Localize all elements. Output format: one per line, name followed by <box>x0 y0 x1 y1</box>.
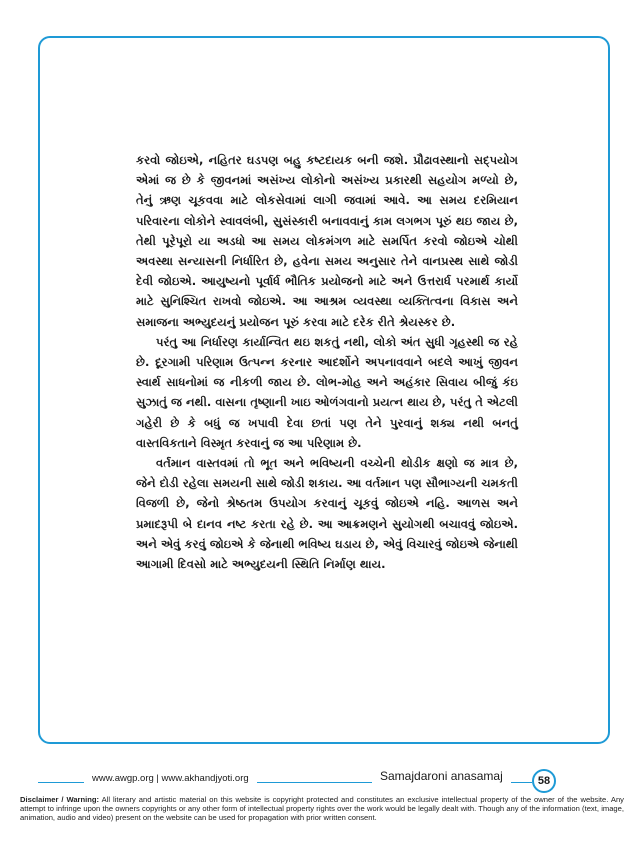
paragraph-2: પરંતુ આ નિર્ધારણ કાર્યાન્વિત થઇ શકતું નથી, લોકો અંત સુધી ગૃહસ્થી જ રહે છે. દૂરગામી પરિણામ ઉત્પન્ન કરનાર આદર્શોને અપનાવવાને બદલે આખું જીવન સ્વાર્થ સાધનોમાં જ નીકળી જાય છે. લોભ-મોહ અને અહંકાર સિવાય બીજું કંઇ સુઝાતું જ નથી. વાસના તૃષ્ણાની ખાઇ ઓળંગવાનો પ્રયત્ન થાય છે, પરંતુ તે એટલી ગહેરી છે કે બધું જ ખપાવી દેવા છતાં પણ તેને પુરવાનું શક્ય નથી બનતું વાસ્તવિકતાને વિસ્મૃત કરવાનું જ આ પરિણામ છે. <box>136 334 518 450</box>
footer-site-links[interactable]: www.awgp.org | www.akhandjyoti.org <box>84 773 257 784</box>
disclaimer-label: Disclaimer / Warning: <box>20 795 100 804</box>
page-number-badge <box>532 769 556 793</box>
paragraph-3: વર્તમાન વાસ્તવમાં તો ભૂત અને ભવિષ્યની વચ્ચેની થોડીક ક્ષણો જ માત્ર છે, જેને દોડી રહેલા સમયની સાથે જોડી શકાય. આ વર્તમાન પણ સૌભાગ્યની ચમકતી વિજળી છે, જેનો શ્રેષ્ઠતમ ઉપયોગ કરવાનું ચૂકવું જોઇએ નહિ. આળસ અને પ્રમાદરૂપી બે દાનવ નષ્ટ કરતા રહે છે. આ આક્રમણને સુયોગથી બચાવવું જોઇએ. અને એવું કરવું જોઇએ કે જેનાથી ભવિષ્ય ઘડાય છે, એવું વિચારવું જોઇએ જેનાથી આગામી દિવસો માટે અભ્યુદયની સ્થિતિ નિર્માણ થાય. <box>136 456 518 572</box>
footer-book-title: Samajdaroni anasamaj <box>372 769 511 783</box>
disclaimer <box>20 795 624 822</box>
disclaimer-text: All literary and artistic material on this website is copyright protected and constitutes an exclusive intellectual property of the owner of the website. Any attempt to infringe upon the owners copyrights or any other form of intellectual property rights over the work would be legally dealt with. Though any of the information (text, image, animation, audio and video) present on the website can be used for propagation with prior written consent. <box>20 795 624 822</box>
paragraph-1: કરવો જોઇએ, નહિતર ઘડપણ બહુ કષ્ટદાયક બની જશે. પ્રૌઢાવસ્થાનો સદ્‌પયોગ એમાં જ છે કે જીવનમાં અસંખ્ય લોકોનો અસંખ્ય પ્રકારથી સહયોગ મળ્યો છે, તેનું ઋણ ચૂકવવા માટે લોકસેવામાં લાગી જવામાં આવે. આ સમય દરમિયાન પરિવારના લોકોને સ્વાવલંબી, સુસંસ્કારી બનાવવાનું કામ લગભગ પૂરું થઇ જાય છે, તેથી પૂરેપૂરો યા અડધો આ સમય લોકમંગળ માટે સમર્પિત કરવો જોઇએ ચોથી અવસ્થા સન્યાસની નિર્ધારિત છે, હવેના સમય અનુસાર તેને વાનપ્રસ્થ સાથે જોડી દેવી જોઇએ. આયુષ્યનો પૂર્વાર્ધ ભૌતિક પ્રયોજનો માટે અને ઉત્તરાર્ધ પરમાર્થ કાર્યો માટે સુનિશ્ચિત રાખવો જોઇએ. આ આશ્રમ વ્યવસ્થા વ્યક્તિત્વના વિકાસ અને સમાજના અભ્યુદયનું પ્રયોજન પૂરું કરવા માટે દરેક રીતે શ્રેયસ્કર છે. <box>136 153 518 329</box>
page-number: 58 <box>537 775 551 787</box>
article-body <box>136 150 518 574</box>
